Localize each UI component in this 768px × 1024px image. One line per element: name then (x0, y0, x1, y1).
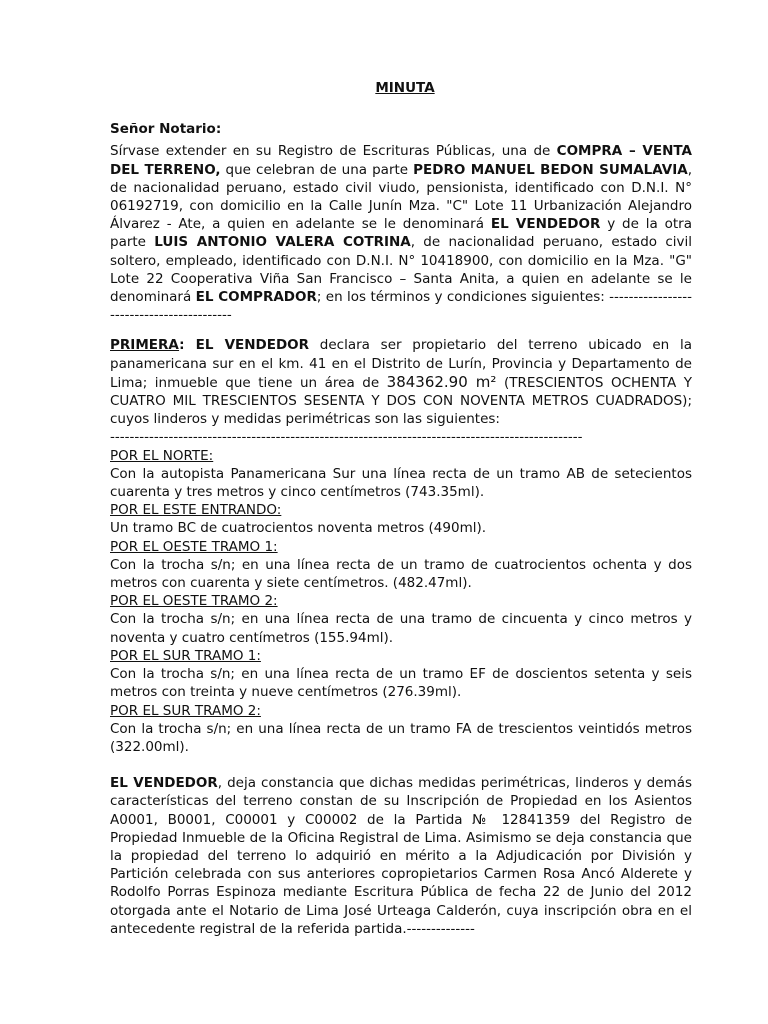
intro-text-2: que celebran de una parte (220, 161, 414, 178)
intro-paragraph (110, 142, 692, 324)
boundaries-list (110, 447, 692, 756)
clause-text-2: (TRESCIENTOS OCHENTA Y CUATRO MIL TRESCIENTOS SESENTA Y DOS CON NOVENTA METROS CUADRADOS); cuyos linderos y medidas perimétricas son las siguientes: (110, 374, 693, 428)
clause-text-1: declara ser propietario del terreno ubicado en la panamericana sur en el km. 41 en el Distrito de Lurín, Provincia y Departamento de Lima; inmueble que tiene un área de (110, 337, 692, 391)
intro-text-3: , de nacionalidad peruano, estado civil viudo, pensionista, identificado con D.N.I. N° 06192719, con domicilio en la Calle Junín Mza. "C" Lote 11 Urbanización Alejandro Álvarez - Ate, a quien en adelante se le denominará (110, 161, 693, 233)
clause-label: PRIMERA (110, 337, 180, 354)
intro-text-6: ; en los términos y condiciones siguientes: ------------------------------------------ (110, 289, 692, 324)
boundary-item (110, 501, 692, 537)
contract-type: COMPRA – VENTA DEL TERRENO, (110, 143, 692, 178)
boundary-item (110, 592, 692, 647)
clause-primera (110, 336, 692, 428)
boundary-text: Un tramo BC de cuatrocientos noventa metros (490ml). (110, 520, 487, 537)
boundary-heading: POR EL SUR TRAMO 2: (110, 702, 261, 719)
document-title: MINUTA (375, 80, 435, 96)
clause-colon: : (179, 337, 185, 354)
boundary-item (110, 647, 692, 702)
boundary-text: Con la trocha s/n; en una línea recta de un tramo FA de trescientos veintidós metros (322.00ml). (110, 720, 692, 755)
boundary-item (110, 538, 692, 593)
intro-text-5: , de nacionalidad peruano, estado civil soltero, empleado, identificado con D.N.I. N° 10418900, con domicilio en la Mza. "G" Lote 22 Cooperativa Viña San Francisco – Santa Anita, a quien en adelante se le denominará (110, 234, 692, 306)
boundary-text: Con la trocha s/n; en una línea recta de una tramo de cincuenta y cinco metros y noventa y cuatro centímetros (155.94ml). (110, 611, 692, 646)
boundary-text: Con la autopista Panamericana Sur una línea recta de un tramo AB de setecientos cuarenta y tres metros y cinco centímetros (743.35ml). (110, 465, 692, 501)
buyer-name: LUIS ANTONIO VALERA COTRINA (154, 234, 411, 251)
boundary-text: Con la trocha s/n; en una línea recta de un tramo de cuatrocientos ochenta y dos metros con cuarenta y siete centímetros. (482.47ml). (110, 556, 692, 592)
dash-separator: ------------------------------------------------------------------------------------------------- (110, 429, 583, 446)
boundary-text: Con la trocha s/n; en una línea recta de un tramo EF de doscientos setenta y seis metros con treinta y nueve centímetros (276.39ml). (110, 666, 692, 701)
greeting: Señor Notario: (110, 121, 222, 138)
buyer-role: EL COMPRADOR (195, 289, 317, 306)
boundary-heading: POR EL ESTE ENTRANDO: (110, 502, 282, 519)
intro-text-4: y de la otra parte (110, 216, 692, 251)
closing-paragraph (110, 774, 692, 938)
intro-text-1: Sírvase extender en su Registro de Escrituras Públicas, una de (110, 143, 557, 160)
seller-role: EL VENDEDOR (490, 216, 601, 233)
clause-seller: EL VENDEDOR (184, 337, 310, 354)
boundary-heading: POR EL NORTE: (110, 447, 214, 464)
closing-seller: EL VENDEDOR (110, 775, 218, 792)
boundary-item (110, 447, 692, 502)
seller-name: PEDRO MANUEL BEDON SUMALAVIA (413, 161, 688, 178)
land-area: 384362.90 m² (386, 372, 497, 391)
boundary-heading: POR EL OESTE TRAMO 1: (110, 538, 278, 555)
boundary-heading: POR EL OESTE TRAMO 2: (110, 593, 278, 610)
boundary-item (110, 702, 692, 757)
boundary-heading: POR EL SUR TRAMO 1: (110, 647, 261, 664)
closing-text: , deja constancia que dichas medidas perimétricas, linderos y demás características del terreno constan de su Inscripción de Propiedad en los Asientos A0001, B0001, C00001 y C00002 de la Partida № 12841359 del Registro de Propiedad Inmueble de la Oficina Registral de Lima. Asimismo se deja constancia que la propiedad del terreno lo adquirió en mérito a la Adjudicación por División y Partición celebrada con sus anteriores copropietarios Carmen Rosa Ancó Alderete y Rodolfo Porras Espinoza mediante Escritura Pública de fecha 22 de Junio del 2012 otorgada ante el Notario de Lima José Urteaga Calderón, cuya inscripción obra en el antecedente registral de la referida partida.-------------- (110, 775, 692, 937)
